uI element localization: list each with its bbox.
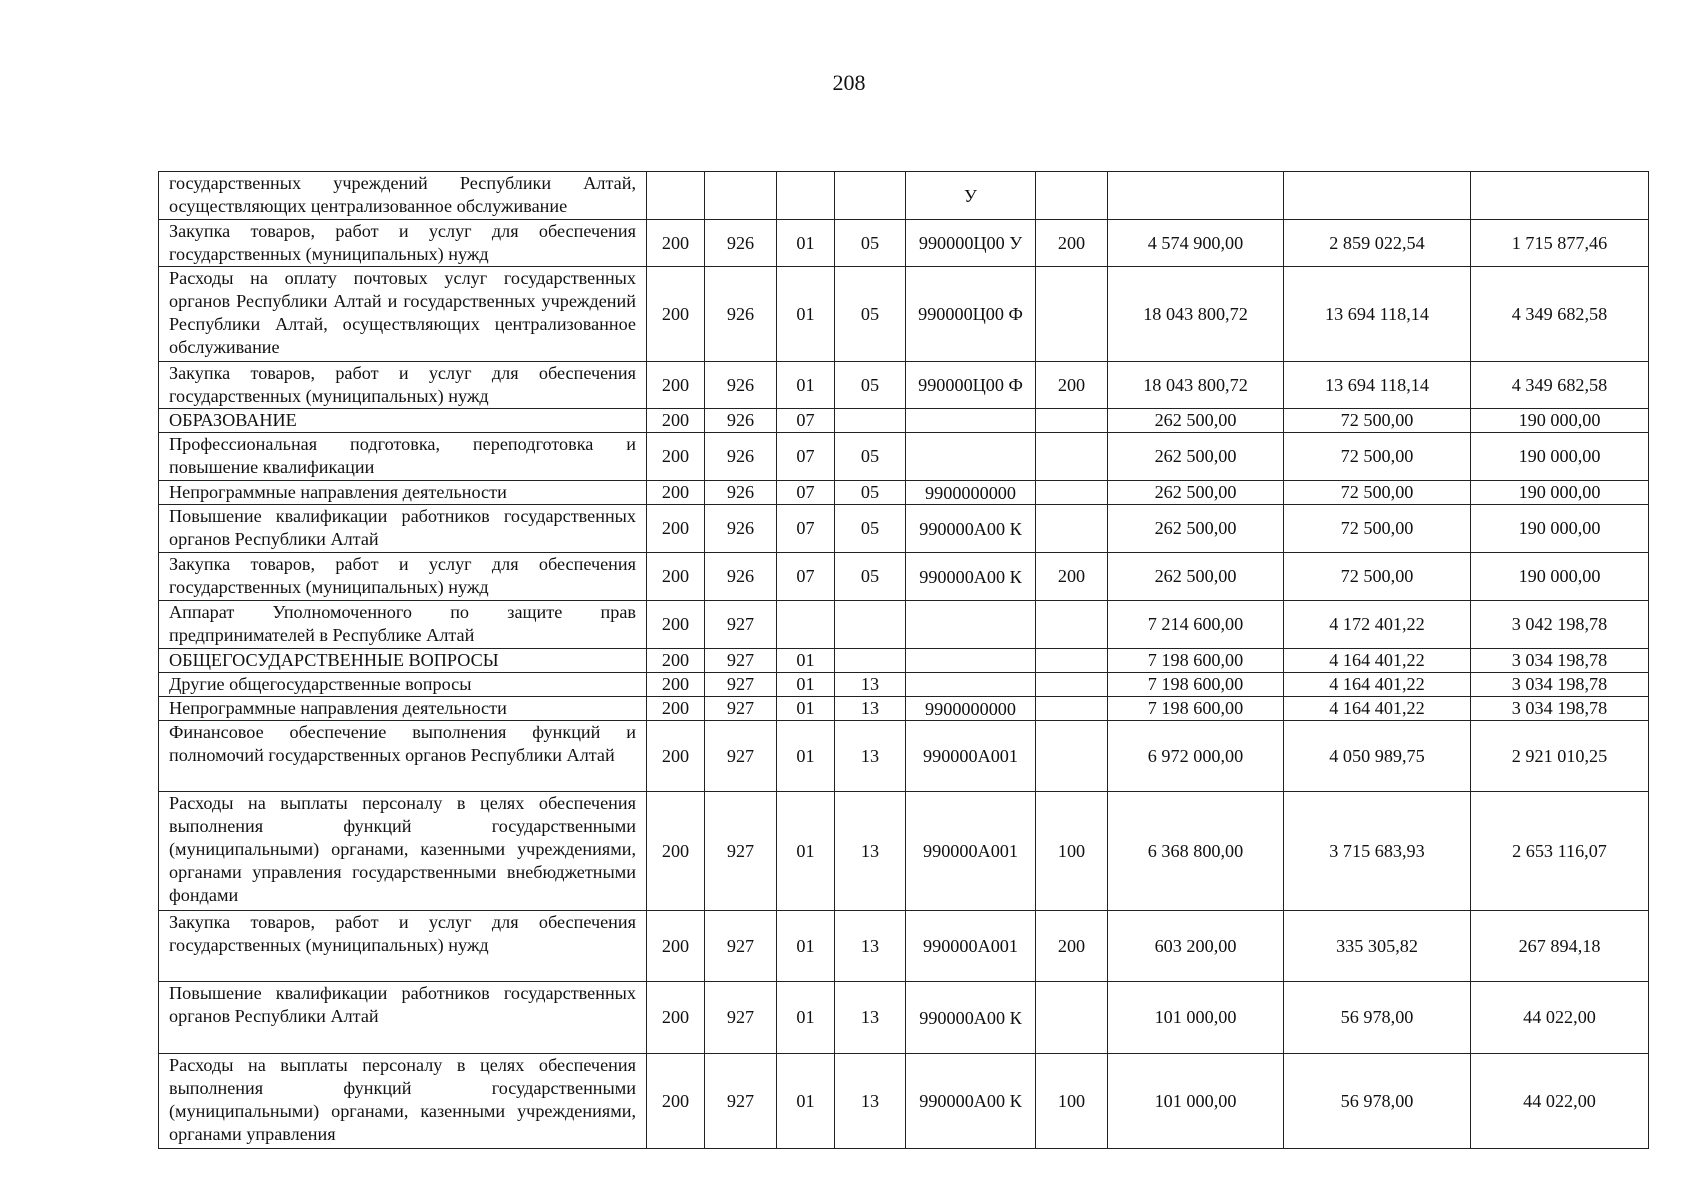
planned-amount-cell: 101 000,00 xyxy=(1108,982,1284,1054)
table-row xyxy=(159,911,1649,982)
target-article-cell: 990000А001 xyxy=(906,911,1036,982)
ministry-code-cell: 926 xyxy=(705,553,777,601)
executed-amount-cell: 4 172 401,22 xyxy=(1284,601,1471,649)
subchapter-code-cell: 13 xyxy=(835,697,906,721)
remainder-amount-cell: 2 653 116,07 xyxy=(1471,792,1649,911)
remainder-amount-cell: 190 000,00 xyxy=(1471,433,1649,481)
target-article-cell: 990000А00 К xyxy=(906,505,1036,553)
section-code-cell: 200 xyxy=(647,267,705,362)
row-name-cell: ОБРАЗОВАНИЕ xyxy=(159,409,647,433)
ministry-code-cell: 927 xyxy=(705,601,777,649)
planned-amount-cell: 6 368 800,00 xyxy=(1108,792,1284,911)
chapter-code-cell: 01 xyxy=(777,721,835,792)
section-code-cell: 200 xyxy=(647,1054,705,1149)
target-article-cell: 990000А001 xyxy=(906,792,1036,911)
remainder-amount-cell: 3 034 198,78 xyxy=(1471,673,1649,697)
row-name-cell: Непрограммные направления деятельности xyxy=(159,697,647,721)
target-article-cell: 990000А00 К xyxy=(906,553,1036,601)
target-article-cell: 990000А00 К xyxy=(906,1054,1036,1149)
planned-amount-cell: 262 500,00 xyxy=(1108,409,1284,433)
target-article-cell: 990000А00 К xyxy=(906,982,1036,1054)
subchapter-code-cell: 05 xyxy=(835,267,906,362)
executed-amount-cell: 72 500,00 xyxy=(1284,433,1471,481)
chapter-code-cell: 01 xyxy=(777,220,835,267)
remainder-amount-cell: 190 000,00 xyxy=(1471,505,1649,553)
expense-type-cell: 100 xyxy=(1036,1054,1108,1149)
table-row xyxy=(159,649,1649,673)
executed-amount-cell: 56 978,00 xyxy=(1284,982,1471,1054)
target-article-cell: У xyxy=(906,172,1036,220)
chapter-code-cell: 01 xyxy=(777,982,835,1054)
subchapter-code-cell: 05 xyxy=(835,433,906,481)
planned-amount-cell: 7 198 600,00 xyxy=(1108,697,1284,721)
ministry-code-cell: 927 xyxy=(705,697,777,721)
expense-type-cell xyxy=(1036,601,1108,649)
section-code-cell: 200 xyxy=(647,982,705,1054)
chapter-code-cell: 01 xyxy=(777,267,835,362)
planned-amount-cell: 7 198 600,00 xyxy=(1108,649,1284,673)
executed-amount-cell: 56 978,00 xyxy=(1284,1054,1471,1149)
executed-amount-cell: 4 164 401,22 xyxy=(1284,673,1471,697)
remainder-amount-cell: 1 715 877,46 xyxy=(1471,220,1649,267)
executed-amount-cell xyxy=(1284,172,1471,220)
ministry-code-cell: 927 xyxy=(705,982,777,1054)
row-name-cell: Другие общегосударственные вопросы xyxy=(159,673,647,697)
section-code-cell: 200 xyxy=(647,673,705,697)
remainder-amount-cell: 190 000,00 xyxy=(1471,481,1649,505)
subchapter-code-cell xyxy=(835,172,906,220)
executed-amount-cell: 72 500,00 xyxy=(1284,481,1471,505)
executed-amount-cell: 4 164 401,22 xyxy=(1284,697,1471,721)
table-row xyxy=(159,409,1649,433)
expense-type-cell xyxy=(1036,673,1108,697)
expense-type-cell: 200 xyxy=(1036,553,1108,601)
table-row xyxy=(159,505,1649,553)
page-number: 208 xyxy=(832,70,866,95)
subchapter-code-cell: 13 xyxy=(835,721,906,792)
table-row xyxy=(159,721,1649,792)
expense-type-cell xyxy=(1036,697,1108,721)
remainder-amount-cell: 3 034 198,78 xyxy=(1471,697,1649,721)
table-row xyxy=(159,792,1649,911)
table-row xyxy=(159,220,1649,267)
subchapter-code-cell xyxy=(835,649,906,673)
remainder-amount-cell: 4 349 682,58 xyxy=(1471,362,1649,409)
remainder-amount-cell: 190 000,00 xyxy=(1471,409,1649,433)
expense-type-cell: 200 xyxy=(1036,362,1108,409)
expense-type-cell: 200 xyxy=(1036,911,1108,982)
planned-amount-cell: 4 574 900,00 xyxy=(1108,220,1284,267)
subchapter-code-cell: 05 xyxy=(835,553,906,601)
planned-amount-cell: 262 500,00 xyxy=(1108,553,1284,601)
remainder-amount-cell: 44 022,00 xyxy=(1471,982,1649,1054)
section-code-cell: 200 xyxy=(647,505,705,553)
row-name-cell: государственных учреждений Республики Алтай, осуществляющих централизованное обслуживание xyxy=(159,172,647,220)
section-code-cell: 200 xyxy=(647,362,705,409)
chapter-code-cell: 01 xyxy=(777,673,835,697)
row-name-cell: Аппарат Уполномоченного по защите прав предпринимателей в Республике Алтай xyxy=(159,601,647,649)
planned-amount-cell: 101 000,00 xyxy=(1108,1054,1284,1149)
executed-amount-cell: 2 859 022,54 xyxy=(1284,220,1471,267)
table-row xyxy=(159,673,1649,697)
chapter-code-cell xyxy=(777,601,835,649)
executed-amount-cell: 3 715 683,93 xyxy=(1284,792,1471,911)
target-article-cell xyxy=(906,433,1036,481)
subchapter-code-cell: 05 xyxy=(835,220,906,267)
ministry-code-cell xyxy=(705,172,777,220)
table-row xyxy=(159,433,1649,481)
ministry-code-cell: 927 xyxy=(705,911,777,982)
executed-amount-cell: 4 050 989,75 xyxy=(1284,721,1471,792)
table-row xyxy=(159,553,1649,601)
expense-type-cell xyxy=(1036,982,1108,1054)
remainder-amount-cell: 4 349 682,58 xyxy=(1471,267,1649,362)
target-article-cell: 9900000000 xyxy=(906,697,1036,721)
subchapter-code-cell: 05 xyxy=(835,505,906,553)
remainder-amount-cell: 3 042 198,78 xyxy=(1471,601,1649,649)
ministry-code-cell: 927 xyxy=(705,673,777,697)
planned-amount-cell: 18 043 800,72 xyxy=(1108,362,1284,409)
chapter-code-cell: 07 xyxy=(777,409,835,433)
section-code-cell: 200 xyxy=(647,481,705,505)
executed-amount-cell: 13 694 118,14 xyxy=(1284,362,1471,409)
expense-type-cell xyxy=(1036,649,1108,673)
executed-amount-cell: 72 500,00 xyxy=(1284,505,1471,553)
ministry-code-cell: 926 xyxy=(705,505,777,553)
executed-amount-cell: 72 500,00 xyxy=(1284,409,1471,433)
subchapter-code-cell: 13 xyxy=(835,982,906,1054)
budget-table xyxy=(158,171,1649,1149)
ministry-code-cell: 926 xyxy=(705,267,777,362)
planned-amount-cell: 6 972 000,00 xyxy=(1108,721,1284,792)
subchapter-code-cell: 13 xyxy=(835,911,906,982)
table-row xyxy=(159,1054,1649,1149)
subchapter-code-cell: 13 xyxy=(835,792,906,911)
section-code-cell: 200 xyxy=(647,553,705,601)
target-article-cell xyxy=(906,649,1036,673)
target-article-cell: 990000Ц00 Ф xyxy=(906,362,1036,409)
row-name-cell: Финансовое обеспечение выполнения функций и полномочий государственных органов Республики Алтай xyxy=(159,721,647,792)
chapter-code-cell: 07 xyxy=(777,505,835,553)
table-row xyxy=(159,172,1649,220)
chapter-code-cell: 01 xyxy=(777,697,835,721)
remainder-amount-cell xyxy=(1471,172,1649,220)
row-name-cell: Закупка товаров, работ и услуг для обеспечения государственных (муниципальных) нужд xyxy=(159,220,647,267)
chapter-code-cell: 07 xyxy=(777,481,835,505)
expense-type-cell: 100 xyxy=(1036,792,1108,911)
row-name-cell: Расходы на выплаты персоналу в целях обеспечения выполнения функций государственными (муниципальными) органами, казенными учреждениями, органами управления xyxy=(159,1054,647,1149)
expense-type-cell xyxy=(1036,172,1108,220)
ministry-code-cell: 926 xyxy=(705,481,777,505)
section-code-cell: 200 xyxy=(647,721,705,792)
target-article-cell: 990000Ц00 Ф xyxy=(906,267,1036,362)
chapter-code-cell: 07 xyxy=(777,553,835,601)
expense-type-cell xyxy=(1036,721,1108,792)
ministry-code-cell: 926 xyxy=(705,220,777,267)
ministry-code-cell: 927 xyxy=(705,649,777,673)
section-code-cell: 200 xyxy=(647,792,705,911)
target-article-cell xyxy=(906,601,1036,649)
section-code-cell: 200 xyxy=(647,649,705,673)
planned-amount-cell xyxy=(1108,172,1284,220)
row-name-cell: Закупка товаров, работ и услуг для обеспечения государственных (муниципальных) нужд xyxy=(159,362,647,409)
chapter-code-cell: 01 xyxy=(777,649,835,673)
planned-amount-cell: 262 500,00 xyxy=(1108,505,1284,553)
target-article-cell: 9900000000 xyxy=(906,481,1036,505)
remainder-amount-cell: 190 000,00 xyxy=(1471,553,1649,601)
section-code-cell: 200 xyxy=(647,601,705,649)
planned-amount-cell: 603 200,00 xyxy=(1108,911,1284,982)
row-name-cell: Закупка товаров, работ и услуг для обеспечения государственных (муниципальных) нужд xyxy=(159,911,647,982)
row-name-cell: Повышение квалификации работников государственных органов Республики Алтай xyxy=(159,982,647,1054)
section-code-cell: 200 xyxy=(647,911,705,982)
remainder-amount-cell: 267 894,18 xyxy=(1471,911,1649,982)
expense-type-cell xyxy=(1036,267,1108,362)
ministry-code-cell: 927 xyxy=(705,792,777,911)
table-row xyxy=(159,481,1649,505)
chapter-code-cell: 01 xyxy=(777,792,835,911)
planned-amount-cell: 262 500,00 xyxy=(1108,433,1284,481)
table-row xyxy=(159,982,1649,1054)
subchapter-code-cell xyxy=(835,409,906,433)
ministry-code-cell: 927 xyxy=(705,721,777,792)
subchapter-code-cell: 13 xyxy=(835,673,906,697)
ministry-code-cell: 927 xyxy=(705,1054,777,1149)
ministry-code-cell: 926 xyxy=(705,409,777,433)
table-row xyxy=(159,362,1649,409)
target-article-cell: 990000А001 xyxy=(906,721,1036,792)
subchapter-code-cell: 05 xyxy=(835,481,906,505)
table-row xyxy=(159,697,1649,721)
target-article-cell: 990000Ц00 У xyxy=(906,220,1036,267)
expense-type-cell xyxy=(1036,409,1108,433)
table-row xyxy=(159,267,1649,362)
row-name-cell: Расходы на выплаты персоналу в целях обеспечения выполнения функций государственными (муниципальными) органами, казенными учреждениями, органами управления государственными внебюджетными фондами xyxy=(159,792,647,911)
table-row xyxy=(159,601,1649,649)
ministry-code-cell: 926 xyxy=(705,433,777,481)
subchapter-code-cell: 05 xyxy=(835,362,906,409)
chapter-code-cell: 01 xyxy=(777,1054,835,1149)
expense-type-cell xyxy=(1036,433,1108,481)
subchapter-code-cell xyxy=(835,601,906,649)
subchapter-code-cell: 13 xyxy=(835,1054,906,1149)
remainder-amount-cell: 3 034 198,78 xyxy=(1471,649,1649,673)
planned-amount-cell: 7 198 600,00 xyxy=(1108,673,1284,697)
remainder-amount-cell: 44 022,00 xyxy=(1471,1054,1649,1149)
section-code-cell: 200 xyxy=(647,697,705,721)
row-name-cell: ОБЩЕГОСУДАРСТВЕННЫЕ ВОПРОСЫ xyxy=(159,649,647,673)
row-name-cell: Повышение квалификации работников государственных органов Республики Алтай xyxy=(159,505,647,553)
chapter-code-cell: 01 xyxy=(777,911,835,982)
target-article-cell xyxy=(906,673,1036,697)
row-name-cell: Расходы на оплату почтовых услуг государственных органов Республики Алтай и государственных учреждений Республики Алтай, осуществляющих централизованное обслуживание xyxy=(159,267,647,362)
expense-type-cell xyxy=(1036,505,1108,553)
executed-amount-cell: 72 500,00 xyxy=(1284,553,1471,601)
section-code-cell: 200 xyxy=(647,409,705,433)
executed-amount-cell: 13 694 118,14 xyxy=(1284,267,1471,362)
target-article-cell xyxy=(906,409,1036,433)
expense-type-cell: 200 xyxy=(1036,220,1108,267)
row-name-cell: Профессиональная подготовка, переподготовка и повышение квалификации xyxy=(159,433,647,481)
section-code-cell: 200 xyxy=(647,433,705,481)
ministry-code-cell: 926 xyxy=(705,362,777,409)
executed-amount-cell: 335 305,82 xyxy=(1284,911,1471,982)
section-code-cell xyxy=(647,172,705,220)
planned-amount-cell: 7 214 600,00 xyxy=(1108,601,1284,649)
remainder-amount-cell: 2 921 010,25 xyxy=(1471,721,1649,792)
section-code-cell: 200 xyxy=(647,220,705,267)
row-name-cell: Непрограммные направления деятельности xyxy=(159,481,647,505)
planned-amount-cell: 18 043 800,72 xyxy=(1108,267,1284,362)
executed-amount-cell: 4 164 401,22 xyxy=(1284,649,1471,673)
chapter-code-cell: 01 xyxy=(777,362,835,409)
expense-type-cell xyxy=(1036,481,1108,505)
chapter-code-cell xyxy=(777,172,835,220)
row-name-cell: Закупка товаров, работ и услуг для обеспечения государственных (муниципальных) нужд xyxy=(159,553,647,601)
planned-amount-cell: 262 500,00 xyxy=(1108,481,1284,505)
chapter-code-cell: 07 xyxy=(777,433,835,481)
